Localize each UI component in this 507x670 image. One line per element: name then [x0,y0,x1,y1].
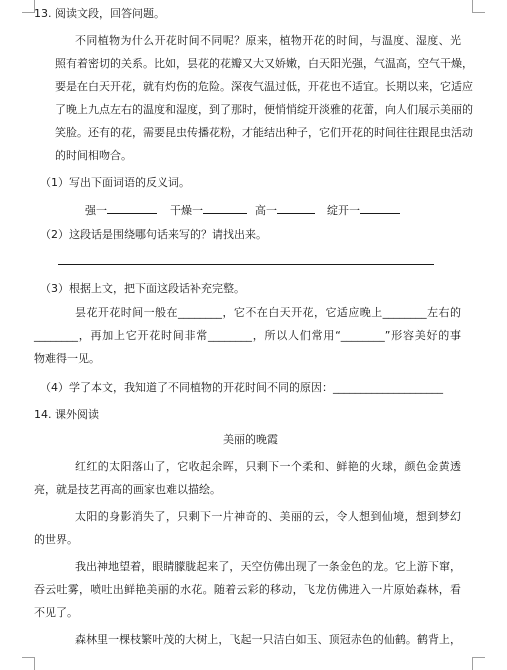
q13-passage-line-3: 要是在白天开花，就有灼伤的危险。深夜气温过低，开花也不适宜。长期以来，它适应 [55,80,473,93]
q13-passage-line-1: 不同植物为什么开花时间不同呢？原来，植物开花的时间，与温度、湿度、光 [75,34,461,47]
antonym-label-3: 高一 [255,204,277,217]
q14-passage-line-6: 吞云吐雾，喷吐出鲜艳美丽的水花。随着云彩的移动，飞龙仿佛进入一片原始森林，看 [34,583,461,596]
q13-passage-line-2: 照有着密切的关系。比如，昙花的花瓣又大又娇嫩，白天阳光强，气温高，空气干燥， [55,57,473,70]
q13-heading: 13. 阅读文段，回答问题。 [34,7,165,20]
q14-heading: 14. 课外阅读 [34,408,99,421]
antonym-label-4: 绽开一 [327,204,360,217]
q14-passage-line-5: 我出神地望着，眼睛朦胧起来了，天空仿佛出现了一条金色的龙。它上游下窜， [75,560,461,573]
q14-title: 美丽的晚霞 [223,433,278,446]
q13-sub2-prompt: （2）这段话是围绕哪句话来写的？请找出来。 [40,228,267,241]
q13-passage-line-4: 了晚上九点左右的温度和湿度，到了那时，便悄悄绽开淡雅的花蕾，向人们展示美丽的 [55,103,473,116]
antonym-blank-2[interactable] [203,203,247,214]
fill-line-1[interactable]: 昙花开花时间一般在________，它不在白天开花，它适应晚上________左右的 [75,306,461,319]
crop-mark-bottom-right [472,657,485,670]
antonym-item-1 [85,203,157,218]
antonym-item-3 [255,203,315,218]
q14-passage-line-3: 太阳的身影消失了，只剩下一片神奇的、美丽的云，令人想到仙境，想到梦幻 [75,510,461,523]
q13-passage-line-6: 的时间相吻合。 [55,149,132,162]
crop-mark-top-right [472,0,485,13]
antonym-item-4 [327,203,400,218]
antonym-blank-4[interactable] [360,203,400,214]
antonym-label-1: 强一 [85,204,107,217]
q14-passage-line-7: 不见了。 [34,606,78,619]
q14-passage-line-2: 亮，就是技艺再高的画家也难以描绘。 [34,483,221,496]
q13-sub1-prompt: （1）写出下面词语的反义词。 [40,176,190,189]
q14-passage-line-1: 红红的太阳落山了，它收起余晖，只剩下一个柔和、鲜艳的火球，颜色金黄透 [75,460,461,473]
q14-passage-line-4: 的世界。 [34,533,78,546]
crop-mark-bottom-left [22,657,35,670]
antonym-item-2 [170,203,247,218]
q13-passage-line-5: 笑脸。还有的花，需要昆虫传播花粉，才能结出种子，它们开花的时间往往跟昆虫活动 [55,126,473,139]
fill-line-2[interactable]: ________，再加上它开花时间非常________，所以人们常用“________”形容美好的事 [34,329,461,342]
antonym-blank-1[interactable] [107,203,157,214]
fill-line-3: 物难得一见。 [34,352,100,365]
q14-passage-line-8: 森林里一棵枝繁叶茂的大树上，飞起一只洁白如玉、顶冠赤色的仙鹤。鹤背上， [75,633,461,646]
q13-sub4-prompt[interactable]: （4）学了本文，我知道了不同植物的开花时间不同的原因：____________________ [40,381,443,394]
antonym-blank-3[interactable] [277,203,315,214]
q13-sub3-prompt: （3）根据上文，把下面这段话补充完整。 [40,282,245,295]
answer-line[interactable] [58,264,434,265]
antonym-label-2: 干燥一 [170,204,203,217]
